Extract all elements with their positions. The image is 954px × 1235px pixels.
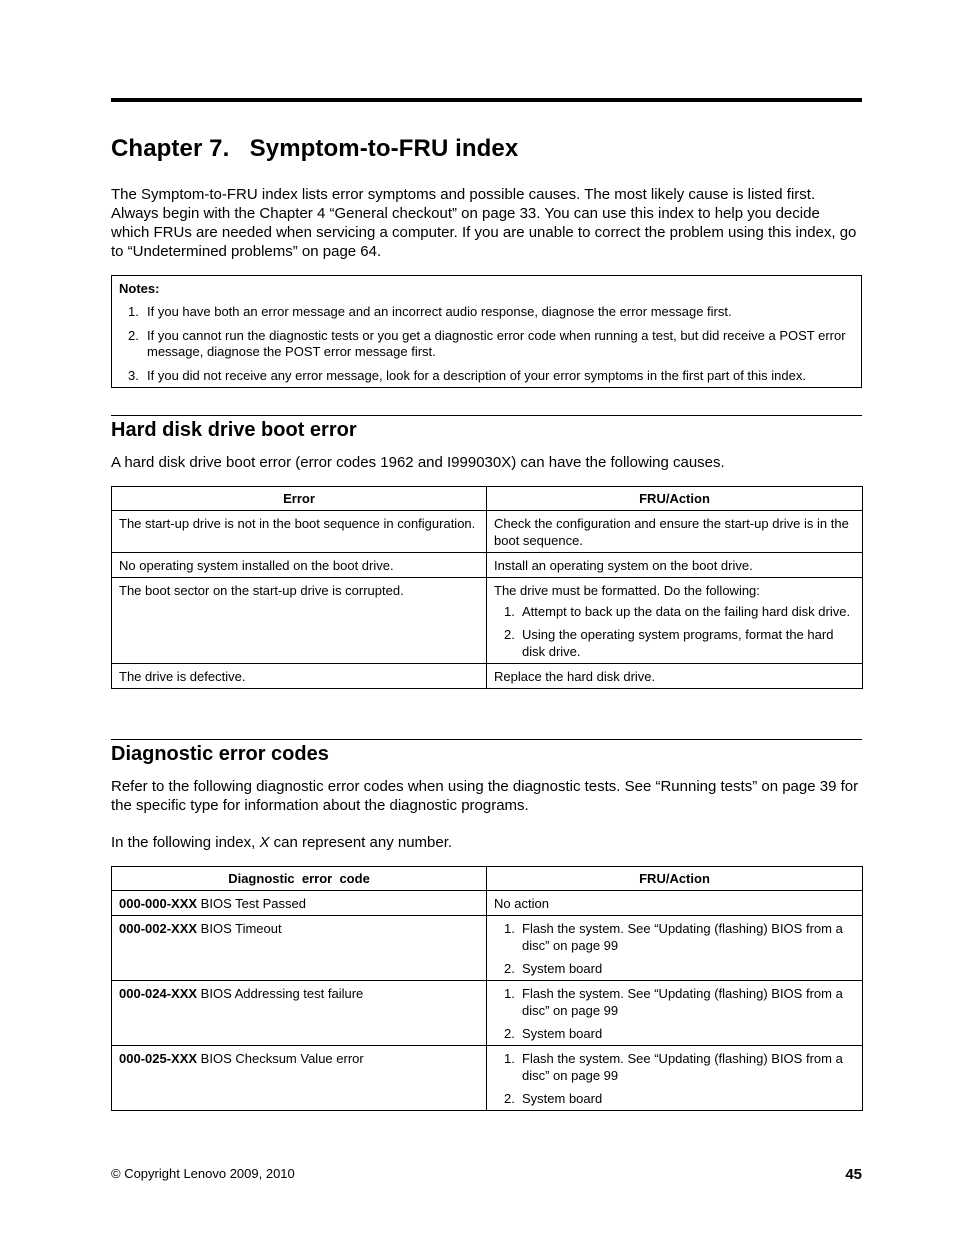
- error-code: 000-024-XXX: [119, 986, 198, 1001]
- column-header-code: Diagnostic error code: [112, 867, 487, 891]
- table-row: [112, 664, 863, 689]
- table-row: [112, 1046, 863, 1111]
- index-note-text: can represent any number.: [269, 834, 453, 851]
- list-item: [494, 1025, 855, 1042]
- index-note: [111, 833, 862, 852]
- code-cell: [112, 1046, 487, 1111]
- action-cell: [487, 981, 863, 1046]
- table-row: [112, 553, 863, 578]
- notes-title: Notes:: [119, 281, 160, 296]
- note-number: 2.: [128, 328, 139, 343]
- list-item: [494, 603, 855, 620]
- chapter-rule: [111, 98, 862, 102]
- action-cell: [487, 578, 863, 664]
- note-number: 1.: [128, 304, 139, 319]
- action-steps: [494, 985, 855, 1042]
- notes-box: [111, 275, 862, 388]
- step-number: 1.: [504, 1051, 515, 1066]
- action-cell: [487, 916, 863, 981]
- column-header-fru-action: FRU/Action: [487, 487, 863, 511]
- copyright-notice: © Copyright Lenovo 2009, 2010: [111, 1166, 295, 1181]
- action-text: The drive must be formatted. Do the following:: [494, 583, 760, 598]
- action-cell: Check the configuration and ensure the start-up drive is in the boot sequence.: [487, 511, 863, 553]
- note-number: 3.: [128, 368, 139, 383]
- table-row: [112, 981, 863, 1046]
- note-text: If you cannot run the diagnostic tests or you get a diagnostic error code when running a test, but did receive a POST error message, diagnose the POST error message first.: [147, 328, 846, 359]
- step-text: Attempt to back up the data on the failing hard disk drive.: [522, 604, 851, 619]
- list-item: [494, 960, 855, 977]
- chapter-title: Chapter 7. Symptom-to-FRU index: [111, 135, 519, 162]
- table-row: [112, 578, 863, 664]
- section-heading-diagnostic: Diagnostic error codes: [111, 743, 329, 765]
- error-code: 000-025-XXX: [119, 1051, 198, 1066]
- code-cell: [112, 891, 487, 916]
- diagnostic-code-table: [111, 866, 863, 1111]
- action-steps: [494, 920, 855, 977]
- step-text: Using the operating system programs, format the hard disk drive.: [522, 627, 834, 659]
- table-row: [112, 916, 863, 981]
- action-cell: No action: [487, 891, 863, 916]
- step-number: 1.: [504, 604, 515, 619]
- step-text: System board: [522, 961, 603, 976]
- action-cell: Replace the hard disk drive.: [487, 664, 863, 689]
- step-text: Flash the system. See “Updating (flashing) BIOS from a disc” on page 99: [522, 921, 843, 953]
- code-cell: [112, 916, 487, 981]
- list-item: [494, 1050, 855, 1084]
- note-text: If you did not receive any error message, look for a description of your error symptoms in the first part of this index.: [147, 368, 806, 383]
- action-steps: [494, 603, 855, 660]
- step-text: System board: [522, 1091, 603, 1106]
- chapter-intro: The Symptom-to-FRU index lists error symptoms and possible causes. The most likely cause is listed first. Always begin with the Chapter 4 “General checkout” on page 33. You can use this index to help you decide which FRUs are needed when servicing a computer. If you are unable to correct the problem using this index, go to “Undetermined problems” on page 64.: [111, 186, 857, 260]
- table-header-row: [112, 487, 863, 511]
- step-number: 2.: [504, 1091, 515, 1106]
- error-cell: No operating system installed on the boot drive.: [112, 553, 487, 578]
- action-steps: [494, 1050, 855, 1107]
- diagnostic-intro: Refer to the following diagnostic error codes when using the diagnostic tests. See “Running tests” on page 39 for the specific type for information about the diagnostic programs.: [111, 778, 859, 814]
- step-number: 2.: [504, 1026, 515, 1041]
- index-note-text: In the following index,: [111, 834, 260, 851]
- table-row: [112, 511, 863, 553]
- table-row: [112, 891, 863, 916]
- step-number: 2.: [504, 961, 515, 976]
- error-code: 000-000-XXX: [119, 896, 198, 911]
- list-item: [494, 985, 855, 1019]
- action-cell: [487, 1046, 863, 1111]
- step-number: 1.: [504, 986, 515, 1001]
- column-header-fru-action: FRU/Action: [487, 867, 863, 891]
- step-text: System board: [522, 1026, 603, 1041]
- hdd-intro: A hard disk drive boot error (error codes 1962 and I999030X) can have the following causes.: [111, 454, 725, 471]
- list-item: [494, 1090, 855, 1107]
- error-description: BIOS Checksum Value error: [197, 1051, 364, 1066]
- section-rule: [111, 739, 862, 740]
- note-text: If you have both an error message and an incorrect audio response, diagnose the error message first.: [147, 304, 732, 319]
- step-text: Flash the system. See “Updating (flashing) BIOS from a disc” on page 99: [522, 986, 843, 1018]
- list-item: [494, 920, 855, 954]
- section-heading-hdd: Hard disk drive boot error: [111, 419, 357, 441]
- column-header-error: Error: [112, 487, 487, 511]
- table-header-row: [112, 867, 863, 891]
- error-cell: The drive is defective.: [112, 664, 487, 689]
- list-item: [494, 626, 855, 660]
- error-description: BIOS Addressing test failure: [197, 986, 364, 1001]
- error-description: BIOS Timeout: [197, 921, 282, 936]
- error-cell: The start-up drive is not in the boot sequence in configuration.: [112, 511, 487, 553]
- step-number: 1.: [504, 921, 515, 936]
- error-description: BIOS Test Passed: [197, 896, 306, 911]
- section-rule: [111, 415, 862, 416]
- code-cell: [112, 981, 487, 1046]
- index-note-variable: X: [259, 834, 270, 851]
- action-cell: Install an operating system on the boot drive.: [487, 553, 863, 578]
- page-number: 45: [845, 1166, 862, 1183]
- step-text: Flash the system. See “Updating (flashing) BIOS from a disc” on page 99: [522, 1051, 843, 1083]
- hdd-error-table: [111, 486, 863, 689]
- step-number: 2.: [504, 627, 515, 642]
- error-cell: The boot sector on the start-up drive is corrupted.: [112, 578, 487, 664]
- error-code: 000-002-XXX: [119, 921, 198, 936]
